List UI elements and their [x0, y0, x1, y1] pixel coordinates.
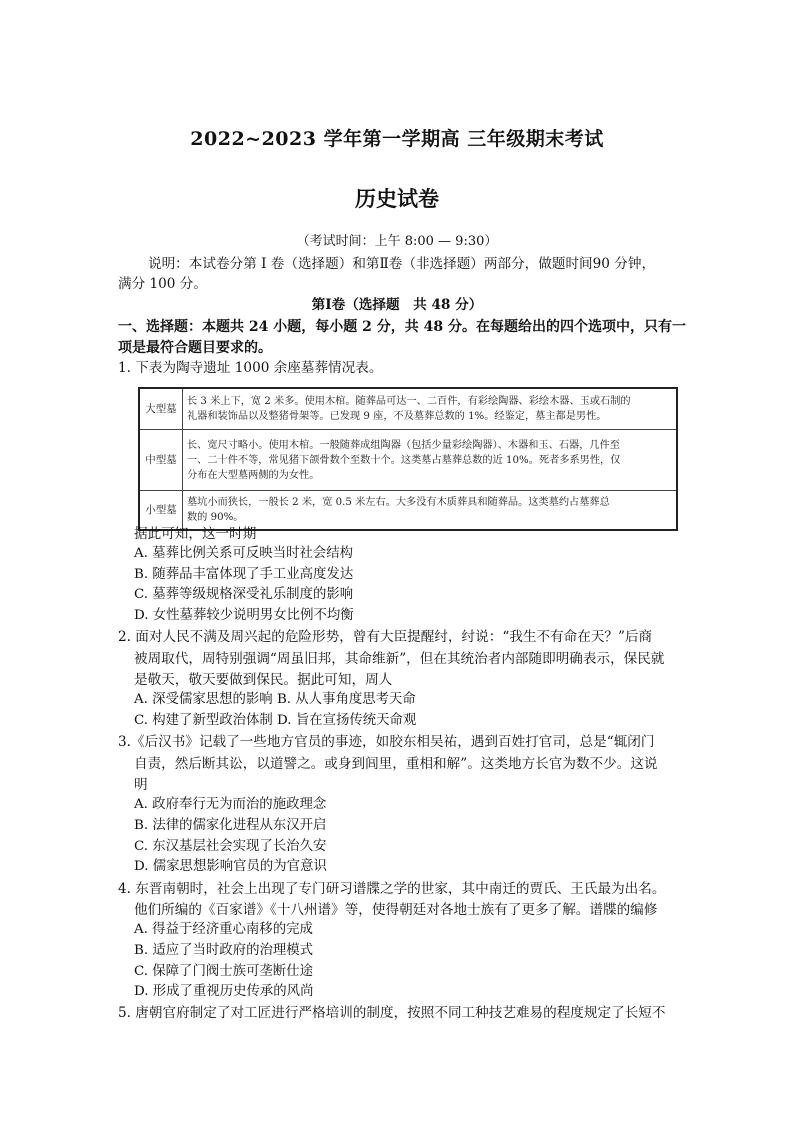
exam-title: 2022~2023 学年第一学期高 三年级期末考试	[190, 128, 604, 150]
table-cell-line: 数的 90%。	[187, 512, 244, 523]
table-cell-line: 分布在大型墓两侧的为女性。	[187, 469, 320, 481]
instructions-line-1: 说明：本试卷分第 I 卷（选择题）和第Ⅱ卷（非选择题）两部分，做题时间90 分钟，	[148, 256, 656, 272]
q2-stem-line-2: 被周取代，周特别强调“周虽旧邦，其命维新”，但在其统治者内部随即明确表示，保民就	[134, 651, 665, 667]
tomb-table	[138, 387, 678, 531]
exam-time: （考试时间：上午 8:00 — 9:30）	[296, 234, 498, 249]
table-row	[139, 388, 677, 430]
table-cell-line: 礼器和装饰品以及整猪骨架等。已发现 9 座，不及墓葬总数的 1%。经鉴定，墓主都是男性。	[187, 411, 607, 422]
table-cell-line: 长 3 米上下，宽 2 米多。使用木棺。随葬品可达一、二百件，有彩绘陶器、彩绘木器、玉或石制的	[187, 396, 631, 407]
table-cell	[183, 388, 678, 430]
q4-option-c: C. 保障了门阀士族可垄断仕途	[134, 964, 313, 979]
instructions-line-2: 满分 100 分。	[118, 276, 207, 292]
q3-option-b: B. 法律的儒家化进程从东汉开启	[134, 818, 327, 833]
exam-subject-title: 历史试卷	[355, 186, 439, 211]
q3-option-c: C. 东汉基层社会实现了长治久安	[134, 839, 327, 854]
q4-option-b: B. 适应了当时政府的治理模式	[134, 943, 314, 958]
q1-option-d: D. 女性墓葬较少说明男女比例不均衡	[134, 608, 354, 623]
q1-option-b: B. 随葬品丰富体现了手工业高度发达	[134, 567, 354, 582]
q4-option-a: A. 得益于经济重心南移的完成	[134, 922, 313, 937]
q2-options-cd: C. 构建了新型政治体制 D. 旨在宣扬传统天命观	[134, 713, 417, 728]
q1-option-a: A. 墓葬比例关系可反映当时社会结构	[134, 546, 354, 561]
section-intro-line-2: 项是最符合题目要求的。	[118, 340, 272, 356]
table-row-header: 中型墓	[139, 430, 183, 491]
table-cell-line: 长、宽尺寸略小。使用木棺。一般随葬成组陶器（包括少量彩绘陶器）、木器和玉、石器，几件至	[187, 439, 620, 451]
table-cell	[183, 430, 678, 491]
table-cell-line: 一、二十件不等，常见猪下颌骨数个至数十个。这类墓占墓葬总数的近 10%。死者多系男性，仅	[187, 454, 621, 466]
q4-stem-line-1: 4. 东晋南朝时，社会上出现了专门研习谱牒之学的世家，其中南迁的贾氏、王氏最为出名。	[118, 881, 666, 897]
q1-stem: 1. 下表为陶寺遗址 1000 余座墓葬情况表。	[118, 360, 383, 376]
section-heading: 第Ⅰ卷（选择题 共 48 分）	[311, 297, 483, 313]
q1-lead: 据此可知，这一时期	[134, 526, 257, 542]
section-intro-line-1: 一、选择题：本题共 24 小题，每小题 2 分，共 48 分。在每题给出的四个选项中，只有一	[118, 319, 686, 335]
table-row-header: 大型墓	[139, 388, 183, 430]
q3-stem-line-3: 明	[134, 777, 148, 793]
table-cell-line: 墓坑小而狭长，一般长 2 米，宽 0.5 米左右。大多没有木质葬具和随葬品。这类墓约占墓葬总	[187, 497, 610, 508]
q5-stem-line-1: 5. 唐朝官府制定了对工匠进行严格培训的制度，按照不同工种技艺难易的程度规定了长短不	[118, 1005, 666, 1021]
q1-option-c: C. 墓葬等级规格深受礼乐制度的影响	[134, 587, 354, 602]
q3-stem-line-2: 自责，然后断其讼，以道譬之。或身到闾里，重相和解”。这类地方长官为数不少。这说	[134, 756, 658, 772]
table-row-header: 小型墓	[139, 491, 183, 531]
q2-options-ab: A. 深受儒家思想的影响 B. 从人事角度思考天命	[134, 692, 416, 707]
table-cell	[183, 491, 678, 531]
q4-stem-line-2: 他们所编的《百家谱》《十八州谱》等，使得朝廷对各地士族有了更多了解。谱牒的编修	[134, 902, 658, 918]
q4-option-d: D. 形成了重视历史传承的风尚	[134, 984, 314, 999]
q2-stem-line-1: 2. 面对人民不满及周兴起的危险形势，曾有大臣提醒纣，纣说：“我生不有命在天？”后商	[118, 629, 653, 645]
table-row	[139, 430, 677, 491]
q3-option-d: D. 儒家思想影响官员的为官意识	[134, 859, 327, 874]
q2-stem-line-3: 是敬天，敬天要做到保民。据此可知，周人	[134, 672, 393, 688]
q3-option-a: A. 政府奉行无为而治的施政理念	[134, 797, 327, 812]
q3-stem-line-1: 3.《后汉书》记载了一些地方官员的事迹，如胶东相吴祐，遇到百姓打官司，总是“辄闭门	[118, 734, 655, 750]
